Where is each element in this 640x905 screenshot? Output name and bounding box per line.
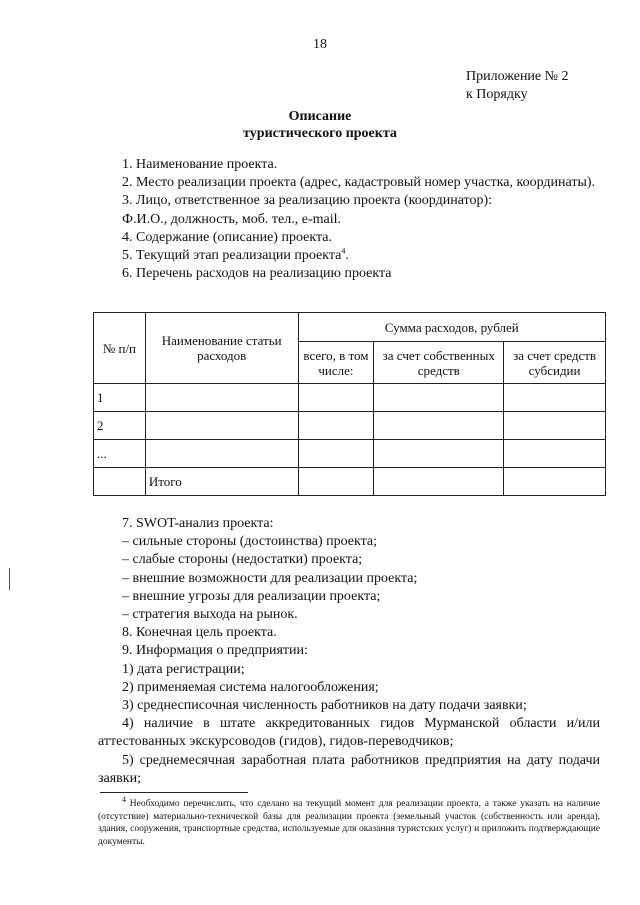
cell-own-funds: [374, 384, 504, 412]
item-company-info: 9. Информация о предприятии:: [122, 643, 308, 659]
header-expense-item: Наименование статьи расходов: [145, 313, 298, 384]
item-current-stage: 5. Текущий этап реализации проекта$^4$.: [122, 246, 349, 264]
swot-opportunities: – внешние возможности для реализации проекта;: [122, 570, 418, 586]
page-number: 18: [313, 37, 327, 52]
table-row: [94, 440, 606, 468]
appendix-reference: [466, 68, 569, 104]
swot-weaknesses: – слабые стороны (недостатки) проекта;: [122, 552, 363, 568]
row-number: [94, 468, 146, 496]
item-project-name: 1. Наименование проекта.: [122, 157, 278, 172]
scan-margin-mark: [9, 568, 10, 590]
item-current-stage-text: 5. Текущий этап реализации проекта: [122, 248, 342, 264]
appendix-line-2: к Порядку: [466, 87, 528, 102]
cell-total: [298, 384, 374, 412]
project-analysis-list: [98, 515, 600, 788]
footnote-mark: 4: [122, 794, 126, 804]
cell-own-funds: [374, 468, 504, 496]
header-subsidy-funds: за счет средств субсидии: [504, 342, 606, 384]
cell-own-funds: [374, 440, 504, 468]
row-expense-name: [145, 440, 298, 468]
cell-total: [298, 468, 374, 496]
table-row: [94, 412, 606, 440]
row-number: 2: [94, 412, 146, 440]
header-expense-sum: Сумма расходов, рублей: [298, 313, 605, 342]
item-project-content: 4. Содержание (описание) проекта.: [122, 229, 332, 245]
cell-subsidy: [504, 468, 606, 496]
item-project-location: 2. Место реализации проекта (адрес, кадастровый номер участка, координаты).: [122, 175, 596, 191]
table-header-row: [94, 313, 606, 342]
cell-total: [298, 412, 374, 440]
item-expense-list: 6. Перечень расходов на реализацию проекта: [122, 266, 392, 282]
swot-threats: – внешние угрозы для реализации проекта;: [122, 588, 381, 604]
swot-strengths: – сильные стороны (достоинства) проекта;: [122, 534, 378, 550]
item-project-coordinator: 3. Лицо, ответственное за реализацию проекта (координатор):: [122, 193, 493, 209]
expenses-table: [93, 312, 606, 496]
row-expense-name: [145, 384, 298, 412]
info-average-salary: 5) среднемесячная заработная плата работников предприятия на дату подачи заявки;: [98, 752, 600, 786]
item-final-goal: 8. Конечная цель проекта.: [122, 625, 277, 641]
item-coordinator-details: Ф.И.О., должность, моб. тел., e-mail.: [122, 211, 341, 227]
cell-subsidy: [504, 384, 606, 412]
info-headcount: 3) среднесписочная численность работников на дату подачи заявки;: [122, 698, 527, 714]
cell-own-funds: [374, 412, 504, 440]
title-line-2: туристического проекта: [243, 126, 397, 141]
title-line-1: Описание: [288, 109, 352, 124]
table-row: [94, 384, 606, 412]
header-total-including: всего, в том числе:: [298, 342, 374, 384]
info-guides: 4) наличие в штате аккредитованных гидов Мурманской области и/или аттестованных экскурсоводов (гидов), гидов-переводчиков;: [98, 716, 600, 750]
project-items-list: [98, 156, 600, 283]
swot-strategy: – стратегия выхода на рынок.: [122, 607, 298, 623]
appendix-line-1: Приложение № 2: [466, 69, 569, 84]
footnote: [98, 794, 600, 848]
document-title: [0, 108, 640, 142]
row-total-label: Итого: [145, 468, 298, 496]
cell-subsidy: [504, 412, 606, 440]
row-expense-name: [145, 412, 298, 440]
info-tax-system: 2) применяемая система налогообложения;: [122, 679, 379, 695]
footnote-reference: 4: [341, 246, 346, 256]
cell-subsidy: [504, 440, 606, 468]
footnote-divider: [100, 792, 248, 793]
item-swot: 7. SWOT-анализ проекта:: [122, 516, 274, 531]
footnote-text: Необходимо перечислить, что сделано на текущий момент для реализации проекта, а также указать на наличие (отсутствие) материально-технической базы для реализации проекта (земельный участок (собственность или аренда), здания, сооружения, транспортные средства, используемые для оказания туристских услуг) и приложить подтверждающие документы.: [98, 799, 600, 847]
header-own-funds: за счет собственных средств: [374, 342, 504, 384]
info-registration-date: 1) дата регистрации;: [122, 661, 245, 677]
cell-total: [298, 440, 374, 468]
row-number: ...: [94, 440, 146, 468]
table-row-total: [94, 468, 606, 496]
header-number: № п/п: [94, 313, 146, 384]
row-number: 1: [94, 384, 146, 412]
